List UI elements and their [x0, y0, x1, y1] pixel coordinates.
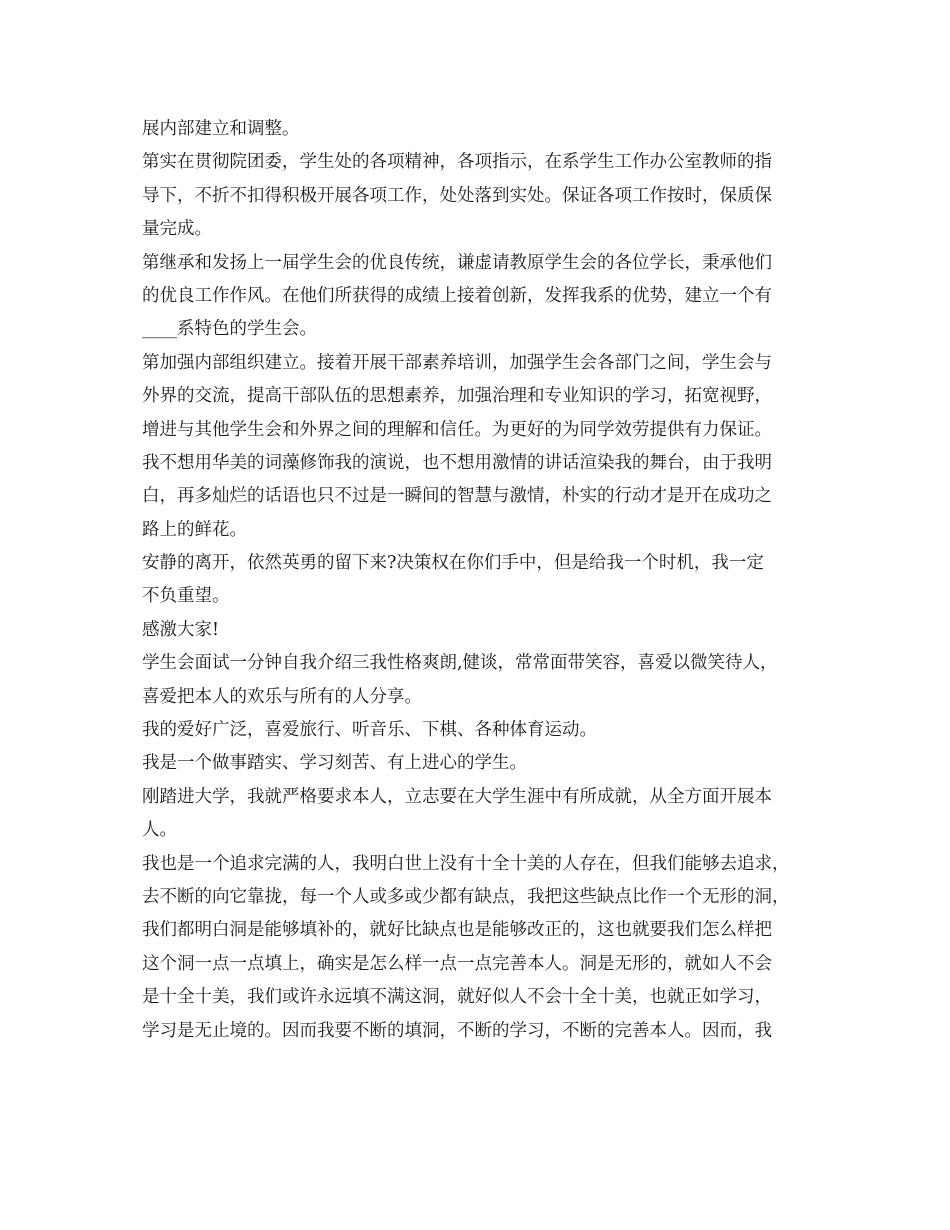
text-line: 我也是一个追求完满的人，我明白世上没有十全十美的人存在，但我们能够去追求， [142, 853, 790, 874]
text-line: 外界的交流，提高干部队伍的思想素养，加强治理和专业知识的学习，拓宽视野， [142, 386, 772, 407]
text-line: 感激大家! [142, 619, 220, 640]
text-line: 去不断的向它靠拢，每一个人或多或少都有缺点，我把这些缺点比作一个无形的洞， [142, 886, 790, 907]
text-line: 第继承和发扬上一届学生会的优良传统，谦虚请教原学生会的各位学长，秉承他们 [142, 252, 772, 273]
text-line: 人。 [142, 820, 177, 841]
text-line: 这个洞一点一点填上，确实是怎么样一点一点完善本人。洞是无形的，就如人不会 [142, 953, 772, 974]
text-line: 第加强内部组织建立。接着开展干部素养培训，加强学生会各部门之间，学生会与 [142, 352, 772, 373]
text-line: 路上的鲜花。 [142, 519, 247, 540]
text-line: 是十全十美，我们或许永远填不满这洞，就好似人不会十全十美，也就正如学习， [142, 987, 772, 1008]
text-line: 喜爱把本人的欢乐与所有的人分享。 [142, 686, 422, 707]
document-body [142, 113, 832, 1048]
text-line: 我是一个做事踏实、学习刻苦、有上进心的学生。 [142, 753, 527, 774]
text-line: 量完成。 [142, 219, 212, 240]
text-line: 学习是无止境的。因而我要不断的填洞，不断的学习，不断的完善本人。因而，我 [142, 1020, 772, 1041]
text-line: 我不想用华美的词藻修饰我的演说，也不想用激情的讲话渲染我的舞台，由于我明 [142, 452, 772, 473]
text-line: 学生会面试一分钟自我介绍三我性格爽朗,健谈，常常面带笑容，喜爱以微笑待人， [142, 653, 778, 674]
text-line: 我们都明白洞是能够填补的，就好比缺点也是能够改正的，这也就要我们怎么样把 [142, 920, 772, 941]
text-line: 导下，不折不扣得积极开展各项工作，处处落到实处。保证各项工作按时，保质保 [142, 185, 772, 206]
text-line: 我的爱好广泛，喜爱旅行、听音乐、下棋、各种体育运动。 [142, 720, 597, 741]
text-line: 第实在贯彻院团委，学生处的各项精神，各项指示，在系学生工作办公室教师的指 [142, 152, 772, 173]
text-line: 白，再多灿烂的话语也只不过是一瞬间的智慧与激情，朴实的行动才是开在成功之 [142, 486, 772, 507]
text-line: 不负重望。 [142, 586, 230, 607]
text-line: 增进与其他学生会和外界之间的理解和信任。为更好的为同学效劳提供有力保证。 [142, 419, 772, 440]
text-line: 展内部建立和调整。 [142, 119, 300, 139]
text-line: 刚踏进大学，我就严格要求本人，立志要在大学生涯中有所成就，从全方面开展本 [142, 786, 772, 807]
text-line: 安静的离开，依然英勇的留下来?决策权在你们手中，但是给我一个时机，我一定 [142, 553, 764, 574]
text-line: 的优良工作作风。在他们所获得的成绩上接着创新，发挥我系的优势，建立一个有 [142, 285, 772, 306]
text-line: ____系特色的学生会。 [142, 319, 317, 340]
